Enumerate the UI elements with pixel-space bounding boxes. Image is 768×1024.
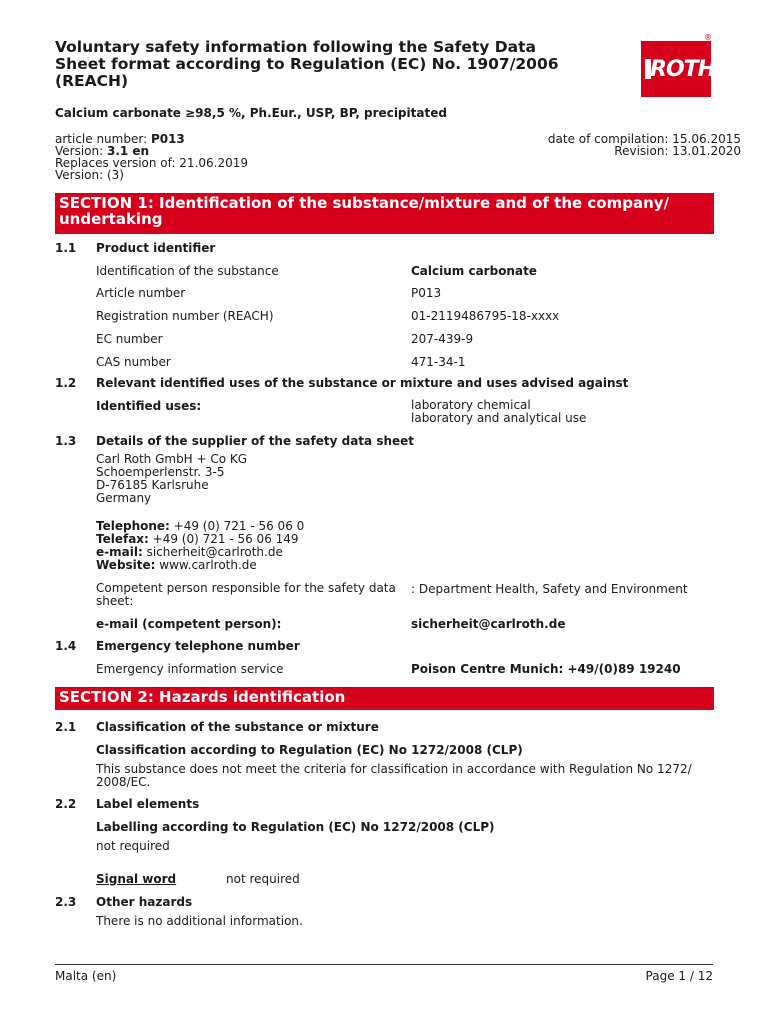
date-of-compilation: date of compilation: 15.06.2015 <box>547 132 741 146</box>
subsection-heading: Relevant identified uses of the substance or mixture and uses advised against <box>96 376 629 390</box>
use-line: laboratory and analytical use <box>411 411 587 425</box>
competent-person-label: Competent person responsible for the safety data sheet: <box>96 581 396 608</box>
other-hazards-text: There is no additional information. <box>96 914 303 928</box>
field-label: Article number <box>96 286 186 300</box>
emergency-value: Poison Centre Munich: +49/(0)89 19240 <box>411 662 681 676</box>
roth-logo <box>641 33 716 97</box>
section-number: 2.3 <box>55 895 77 909</box>
section-number: 1.4 <box>55 639 77 653</box>
meta-left <box>55 133 248 181</box>
title-line: (REACH) <box>55 72 129 90</box>
competent-email-value[interactable]: sicherheit@carlroth.de <box>411 617 566 631</box>
address-line: D-76185 Karlsruhe <box>96 478 209 492</box>
version-label: Version: <box>55 144 107 158</box>
subsection-heading: Details of the supplier of the safety data sheet <box>96 434 415 448</box>
subsection-heading: Classification of the substance or mixture <box>96 720 379 734</box>
emergency-label: Emergency information service <box>96 662 284 676</box>
logo-wordmark: ROTH <box>650 57 716 82</box>
document-title <box>55 39 615 90</box>
registered-mark: ® <box>704 33 712 42</box>
supplier-address <box>96 453 247 505</box>
signal-word-label: Signal word <box>96 872 177 886</box>
article-label: article number: <box>55 132 151 146</box>
labelling-text: not required <box>96 839 170 853</box>
replaces-version: Replaces version of: 21.06.2019 <box>55 156 249 170</box>
address-line: Germany <box>96 491 152 505</box>
section-number: 1.2 <box>55 376 77 390</box>
field-value: P013 <box>411 286 442 300</box>
title-line: Sheet format according to Regulation (EC) No. 1907/2006 <box>55 55 559 73</box>
telefax-label: Telefax: <box>96 532 149 546</box>
article-value: P013 <box>150 132 185 146</box>
website-label: Website: <box>96 558 156 572</box>
revision-date: Revision: 13.01.2020 <box>614 144 741 158</box>
section-1-heading: SECTION 1: Identification of the substance/mixture and of the company/ undertaking <box>55 193 714 234</box>
email-label: e-mail: <box>96 545 143 559</box>
telephone-label: Telephone: <box>96 519 170 533</box>
use-line: laboratory chemical <box>411 398 531 412</box>
classification-text: This substance does not meet the criteria for classification in accordance with Regulation No 1272/ 2008/EC. <box>96 762 692 789</box>
supplier-contacts <box>96 520 304 572</box>
field-label: Registration number (REACH) <box>96 309 274 323</box>
email-value[interactable]: sicherheit@carlroth.de <box>142 545 283 559</box>
subsection-heading: Product identifier <box>96 241 216 255</box>
field-label: EC number <box>96 332 163 346</box>
section-number: 2.2 <box>55 797 77 811</box>
website <box>96 559 304 572</box>
version-paren: Version: (3) <box>55 168 124 182</box>
page-number: Page 1 / 12 <box>645 969 713 983</box>
version-value: 3.1 en <box>106 144 150 158</box>
section-2-heading: SECTION 2: Hazards identification <box>55 687 714 710</box>
signal-word-value: not required <box>226 872 300 886</box>
field-label: Identification of the substance <box>96 264 279 278</box>
subsection-heading: Emergency telephone number <box>96 639 300 653</box>
field-label: CAS number <box>96 355 171 369</box>
telephone-value: +49 (0) 721 - 56 06 0 <box>169 519 305 533</box>
product-subtitle: Calcium carbonate ≥98,5 %, Ph.Eur., USP, BP, precipitated <box>55 106 447 120</box>
competent-person-value: : Department Health, Safety and Environment <box>411 582 688 596</box>
field-value: Calcium carbonate <box>411 264 537 278</box>
field-value: 01-2119486795-18-xxxx <box>411 309 560 323</box>
meta-right <box>548 133 741 157</box>
address-line: Schoemperlenstr. 3-5 <box>96 465 225 479</box>
footer-divider <box>55 964 713 965</box>
section-number: 2.1 <box>55 720 77 734</box>
labelling-subheading: Labelling according to Regulation (EC) No 1272/2008 (CLP) <box>96 820 495 834</box>
competent-email-label: e-mail (competent person): <box>96 617 282 631</box>
field-value: 207-439-9 <box>411 332 474 346</box>
identified-uses-value <box>411 399 586 425</box>
title-line: Voluntary safety information following the Safety Data <box>55 38 536 56</box>
section-number: 1.3 <box>55 434 77 448</box>
address-line: Carl Roth GmbH + Co KG <box>96 452 248 466</box>
identified-uses-label: Identified uses: <box>96 399 202 413</box>
classification-subheading: Classification according to Regulation (EC) No 1272/2008 (CLP) <box>96 743 523 757</box>
footer-locale: Malta (en) <box>55 969 117 983</box>
subsection-heading: Other hazards <box>96 895 193 909</box>
website-link[interactable]: www.carlroth.de <box>155 558 257 572</box>
subsection-heading: Label elements <box>96 797 200 811</box>
telefax-value: +49 (0) 721 - 56 06 149 <box>148 532 299 546</box>
field-value: 471-34-1 <box>411 355 466 369</box>
section-number: 1.1 <box>55 241 77 255</box>
